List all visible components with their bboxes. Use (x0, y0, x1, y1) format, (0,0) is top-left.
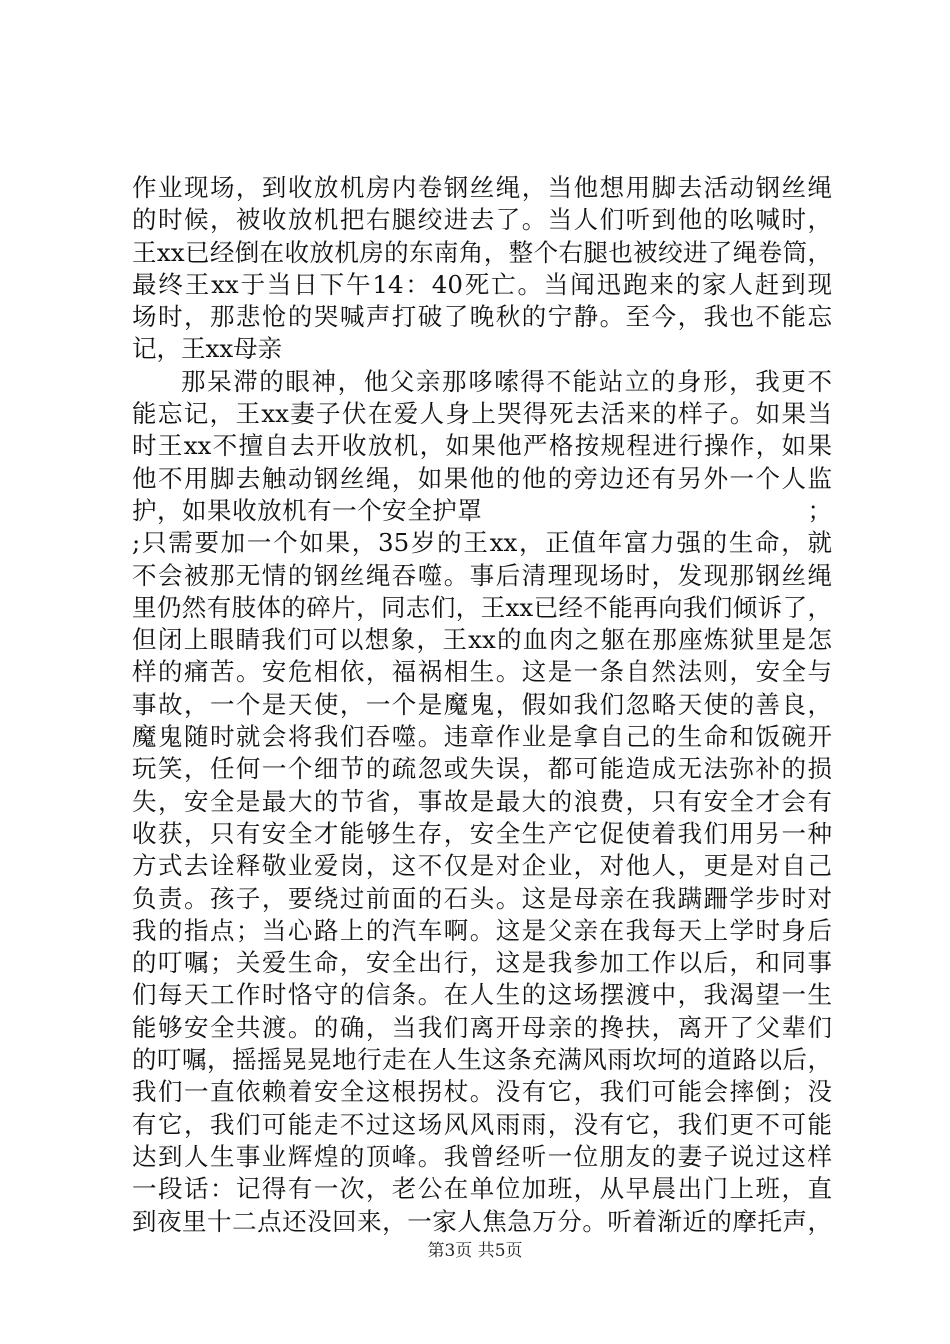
text-line: 魔鬼随时就会将我们吞噬。违章作业是拿自己的生命和饭碗开 (132, 722, 832, 752)
text-line: 收获，只有安全才能够生存，安全生产它促使着我们用另一种 (132, 818, 832, 848)
text-line: 到夜里十二点还没回来，一家人焦急万分。听着渐近的摩托声， (132, 1206, 832, 1236)
text-line: 玩笑，任何一个细节的疏忽或失误，都可能造成无法弥补的损 (132, 754, 832, 784)
text-line: 负责。孩子，要绕过前面的石头。这是母亲在我蹒跚学步时对 (132, 883, 832, 913)
text-line: 最终王xx于当日下午14：40死亡。当闻迅跑来的家人赶到现 (132, 269, 832, 299)
text-line: 事故，一个是天使，一个是魔鬼，假如我们忽略天使的善良， (132, 689, 832, 719)
text-line: 能够安全共渡。的确，当我们离开母亲的搀扶，离开了父辈们 (132, 1012, 832, 1042)
text-line: 失，安全是最大的节省，事故是最大的浪费，只有安全才会有 (132, 786, 832, 816)
text-line: 的叮嘱；关爱生命，安全出行，这是我参加工作以后，和同事 (132, 948, 832, 978)
text-line: 里仍然有肢体的碎片，同志们，王xx已经不能再向我们倾诉了， (132, 592, 832, 622)
text-line: 达到人生事业辉煌的顶峰。我曾经听一位朋友的妻子说过这样 (132, 1141, 832, 1171)
text-line: 那呆滞的眼神，他父亲那哆嗦得不能站立的身形，我更不 (181, 366, 832, 396)
page-number-footer: 第3页 共5页 (427, 1241, 523, 1261)
text-line: 们每天工作时恪守的信条。在人生的这场摆渡中，我渴望一生 (132, 980, 832, 1010)
text-line: 但闭上眼睛我们可以想象，王xx的血肉之躯在那座炼狱里是怎 (132, 625, 832, 655)
text-line: 一段话：记得有一次，老公在单位加班，从早晨出门上班，直 (132, 1174, 832, 1204)
text-line: 我们一直依赖着安全这根拐杖。没有它，我们可能会摔倒；没 (132, 1077, 832, 1107)
text-line: 作业现场，到收放机房内卷钢丝绳，当他想用脚去活动钢丝绳 (132, 173, 832, 202)
text-line: 有它，我们可能走不过这场风风雨雨，没有它，我们更不可能 (132, 1109, 832, 1139)
text-line: 样的痛苦。安危相依，福祸相生。这是一条自然法则，安全与 (132, 657, 832, 687)
text-line: 的时候，被收放机把右腿绞进去了。当人们听到他的吆喊时， (132, 205, 832, 235)
text-line: 方式去诠释敬业爱岗，这不仅是对企业，对他人，更是对自己 (132, 851, 832, 881)
text-line: ;只需要加一个如果，35岁的王xx，正值年富力强的生命，就 (132, 528, 832, 558)
text-line: 我的指点；当心路上的汽车啊。这是父亲在我每天上学时身后 (132, 915, 832, 945)
text-line: 能忘记，王xx妻子伏在爱人身上哭得死去活来的样子。如果当 (132, 399, 832, 429)
text-line: 的叮嘱，摇摇晃晃地行走在人生这条充满风雨坎坷的道路以后， (132, 1045, 832, 1075)
text-line: 王xx已经倒在收放机房的东南角，整个右腿也被绞进了绳卷筒， (132, 237, 832, 267)
text-line: 记，王xx母亲 (132, 334, 283, 364)
text-line: 护，如果收放机有一个安全护罩 ； (132, 495, 832, 525)
text-line: 场时，那悲怆的哭喊声打破了晚秋的宁静。至今，我也不能忘 (132, 302, 832, 332)
text-line: 不会被那无情的钢丝绳吞噬。事后清理现场时，发现那钢丝绳 (132, 560, 832, 590)
text-line: 时王xx不擅自去开收放机，如果他严格按规程进行操作，如果 (132, 431, 832, 461)
body-text (132, 172, 832, 1238)
text-line: 他不用脚去触动钢丝绳，如果他的他的旁边还有另外一个人监 (132, 463, 832, 493)
